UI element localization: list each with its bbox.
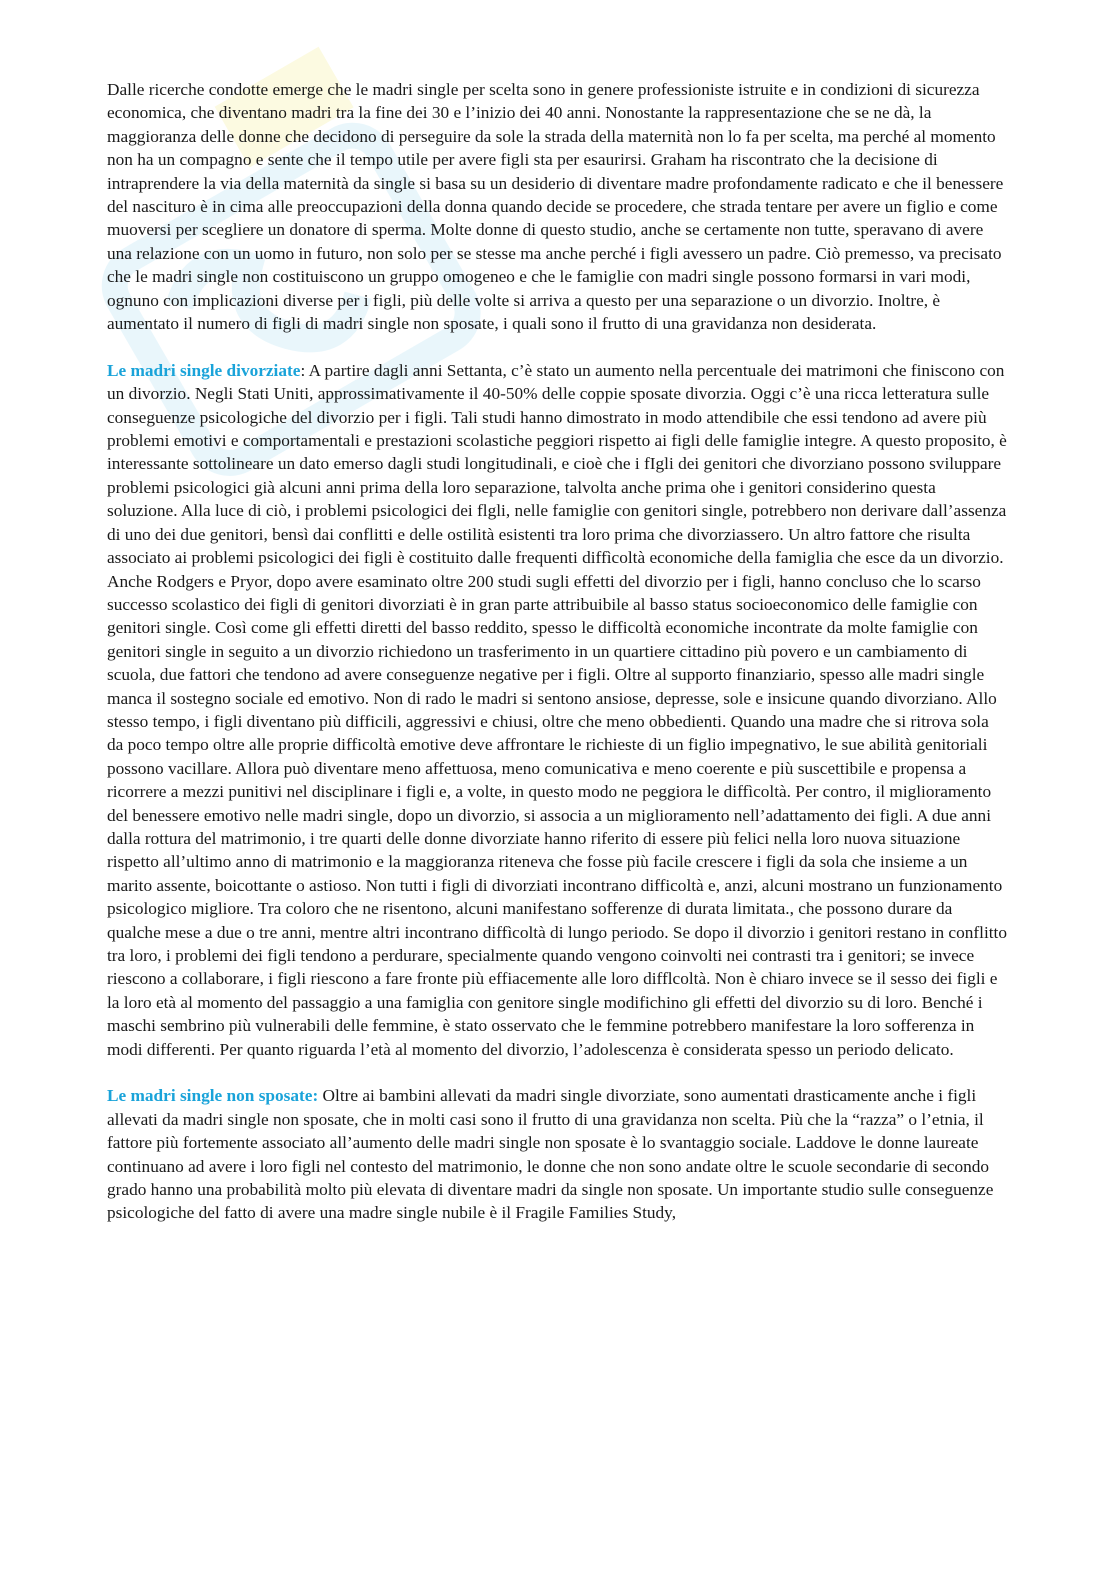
paragraph-divorced-mothers-text: : A partire dagli anni Settanta, c’è stato un aumento nella percentuale dei matrimoni che finiscono con un divorzio. Negli Stati Uniti, approssimativamente il 40-50% delle coppie sposate divorzia. Oggi c’è una ricca letteratura sulle conseguenze psicologiche del divorzio per i figli. Tali studi hanno dimostrato in modo attendibile che essi tendono ad avere più problemi emotivi e comportamentali e prestazioni scolastiche peggiori rispetto ai figli delle famiglie integre. A questo proposito, è interessante sottolineare un dato emerso dagli studi longitudinali, e cioè che i fIgli dei genitori che divorziano possono sviluppare problemi psicologici già alcuni anni prima della loro separazione, talvolta anche prima ohe i genitori considerino questa soluzione. Alla luce di ciò, i problemi psicologici dei flgli, nelle famiglie con genitori single, potrebbero non derivare dall’assenza di uno dei due genitori, bensì dai conflitti e delle ostilità esistenti tra loro prima che divorziassero. Un altro fattore che risulta associato ai problemi psicologici dei figli è costituito dalle frequenti diffìcoltà economiche della famiglia che esce da un divorzio. Anche Rodgers e Pryor, dopo avere esaminato oltre 200 studi sugli effetti del divorzio per i figli, hanno concluso che lo scarso successo scolastico dei figli di genitori divorziati è in gran parte attribuibile al basso status socioeconomico delle famiglie con genitori single. Così come gli effetti diretti del basso reddito, spesso le difficoltà economiche incontrate da molte famiglie con genitori single in seguito a un divorzio richiedono un trasferimento in un quartiere cittadino più povero e un cambiamento di scuola, due fattori che tendono ad avere conseguenze negative per i figli. Oltre al supporto finanziario, spesso alle madri single manca il sostegno sociale ed emotivo. Non di rado le madri si sentono ansiose, depresse, sole e insicune quando divorziano. Allo stesso tempo, i figli diventano più difficili, aggressivi e chiusi, oltre che meno obbedienti. Quando una madre che si ritrova sola da poco tempo oltre alle proprie difficoltà emotive deve affrontare le richieste di un figlio impegnativo, le sue abilità genitoriali possono vacillare. Allora può diventare meno affettuosa, meno comunicativa e meno coerente e più suscettibile e propensa a ricorrere a mezzi punitivi nel disciplinare i figli e, a volte, in questo modo ne peggiora le diffìcoltà. Per contro, il miglioramento del benessere emotivo nelle madri single, dopo un divorzio, si associa a un miglioramento nell’adattamento dei figli. A due anni dalla rottura del matrimonio, i tre quarti delle donne divorziate hanno riferito di essere più felici nella loro nuova situazione rispetto all’ultimo anno di matrimonio e la maggioranza riteneva che fosse più facile crescere i figli da sola che insieme a un marito assente, boicottante o astioso. Non tutti i figli di divorziati incontrano difficoltà e, anzi, alcuni mostrano un funzionamento psicologico migliore. Tra coloro che ne risentono, alcuni manifestano sofferenze di durata limitata., che possono durare da qualche mese a due o tre anni, mentre altri incontrano diffìcoltà di lungo periodo. Se dopo il divorzio i genitori restano in conflitto tra loro, i problemi dei figli tendono a perdurare, specialmente quando vengono coinvolti nei contrasti tra i genitori; se invece riescono a collaborare, i figli riescono a fare fronte più effiacemente alle loro difflcoltà. Non è chiaro invece se il sesso dei figli e la loro età al momento del passaggio a una famiglia con genitore single modifichino gli effetti del divorzio su di loro. Benché i maschi sembrino più vulnerabili delle femmine, è stato osservato che le femmine potrebbero manifestare la loro sofferenza in modi differenti. Per quanto riguarda l’età al momento del divorzio, l’adolescenza è considerata spesso un periodo delicato. bbox=[107, 360, 1007, 1059]
section-heading-unmarried-mothers: Le madri single non sposate: bbox=[107, 1086, 319, 1106]
paragraph-unmarried-mothers bbox=[107, 1084, 1007, 1224]
paragraph-divorced-mothers bbox=[107, 359, 1007, 1061]
document-body bbox=[107, 78, 1007, 1248]
paragraph-intro bbox=[107, 78, 1007, 335]
section-heading-divorced-mothers: Le madri single divorziate bbox=[107, 360, 301, 380]
paragraph-intro-text: Dalle ricerche condotte emerge che le madri single per scelta sono in genere professioniste istruite e in condizioni di sicurezza economica, che diventano madri tra la fine dei 30 e l’inizio dei 40 anni. Nonostante la rappresentazione che se ne dà, la maggioranza delle donne che decidono di perseguire da sole la strada della maternità non lo fa per scelta, ma perché al momento non ha un compagno e sente che il tempo utile per avere figli sta per esaurirsi. Graham ha riscontrato che la decisione di intraprendere la via della maternità da single si basa su un desiderio di diventare madre profondamente radicato e che il benessere del nascituro è in cima alle preoccupazioni della donna quando decide se procedere, che strada tentare per avere un figlio e come muoversi per scegliere un donatore di sperma. Molte donne di questo studio, anche se certamente non tutte, speravano di avere una relazione con un uomo in futuro, non solo per se stesse ma anche perché i figli avessero un padre. Ciò premesso, va precisato che le madri single non costituiscono un gruppo omogeneo e che le famiglie con madri single possono formarsi in vari modi, ognuno con implicazioni diverse per i figli, più delle volte si arriva a questo per una separazione o un divorzio. Inoltre, è aumentato il numero di figli di madri single non sposate, i quali sono il frutto di una gravidanza non desiderata. bbox=[107, 80, 1004, 334]
paragraph-unmarried-mothers-text: Oltre ai bambini allevati da madri single divorziate, sono aumentati drasticamente anche i figli allevati da madri single non sposate, che in molti casi sono il frutto di una gravidanza non scelta. Più che la “razza” o l’etnia, il fattore più fortemente associato all’aumento delle madri single non sposate è lo svantaggio sociale. Laddove le donne laureate continuano ad avere i loro figli nel contesto del matrimonio, le donne che non sono andate oltre le scuole secondarie di secondo grado hanno una probabilità molto più elevata di diventare madri da single non sposate. Un importante studio sulle conseguenze psicologiche del fatto di avere una madre single nubile è il Fragile Families Study, bbox=[107, 1086, 994, 1223]
